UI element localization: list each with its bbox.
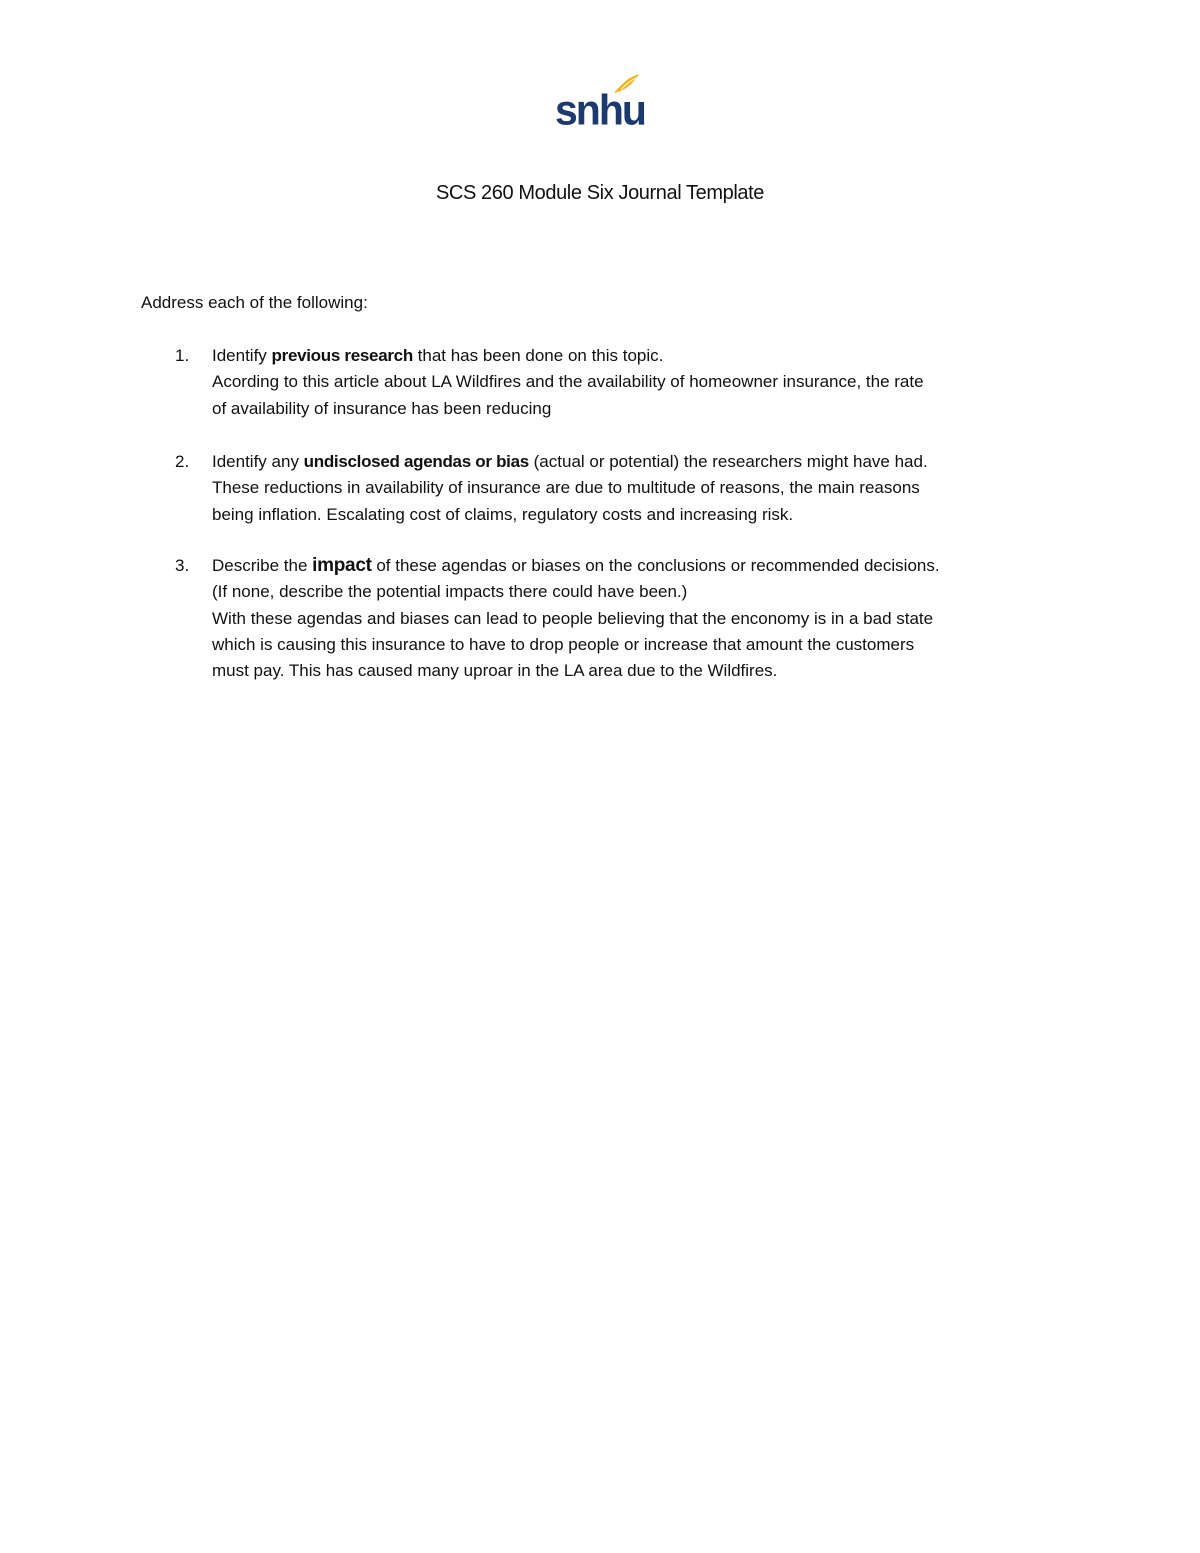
answer-line: which is causing this insurance to have to drop people or increase that amount the customers: [212, 634, 915, 654]
item-prompt: [212, 343, 1072, 369]
answer-line: These reductions in availability of insurance are due to multitude of reasons, the main reasons: [212, 478, 920, 498]
item-body: [212, 553, 1072, 684]
prompt-keyword: impact: [312, 555, 372, 576]
item-prompt: [212, 449, 1072, 475]
snhu-logo: [553, 70, 645, 136]
answer-line: With these agendas and biases can lead to people believing that the enconomy is in a bad state: [212, 608, 934, 628]
intro-text: Address each of the following:: [141, 293, 368, 312]
prompt-text: of these agendas or biases on the conclusions or recommended decisions.: [371, 556, 940, 575]
answer-line: must pay. This has caused many uproar in the LA area due to the Wildfires.: [212, 661, 778, 681]
document-title: SCS 260 Module Six Journal Template: [435, 182, 765, 204]
answer-line: of availability of insurance has been reducing: [212, 398, 552, 418]
item-body: [212, 343, 1072, 422]
prompt-text: Describe the: [212, 556, 313, 575]
answer-line: being inflation. Escalating cost of claims, regulatory costs and increasing risk.: [212, 504, 794, 524]
item-number: 3.: [175, 556, 190, 575]
prompt-text: (actual or potential) the researchers might have had.: [528, 452, 928, 471]
logo-wordmark: snhu: [555, 85, 645, 135]
item-body: [212, 449, 1072, 528]
item-number: 1.: [175, 346, 190, 365]
prompt-text: Identify: [212, 346, 272, 365]
item-prompt: [212, 553, 1072, 579]
prompt-keyword: undisclosed agendas or bias: [303, 452, 529, 471]
prompt-text: Identify any: [212, 452, 304, 471]
answer-line: Acording to this article about LA Wildfires and the availability of homeowner insurance, the rate: [212, 372, 924, 392]
item-number: 2.: [175, 452, 190, 471]
prompt-text: that has been done on this topic.: [412, 346, 664, 365]
prompt-keyword: previous research: [271, 346, 413, 365]
item-prompt-note: (If none, describe the potential impacts there could have been.): [212, 582, 688, 602]
